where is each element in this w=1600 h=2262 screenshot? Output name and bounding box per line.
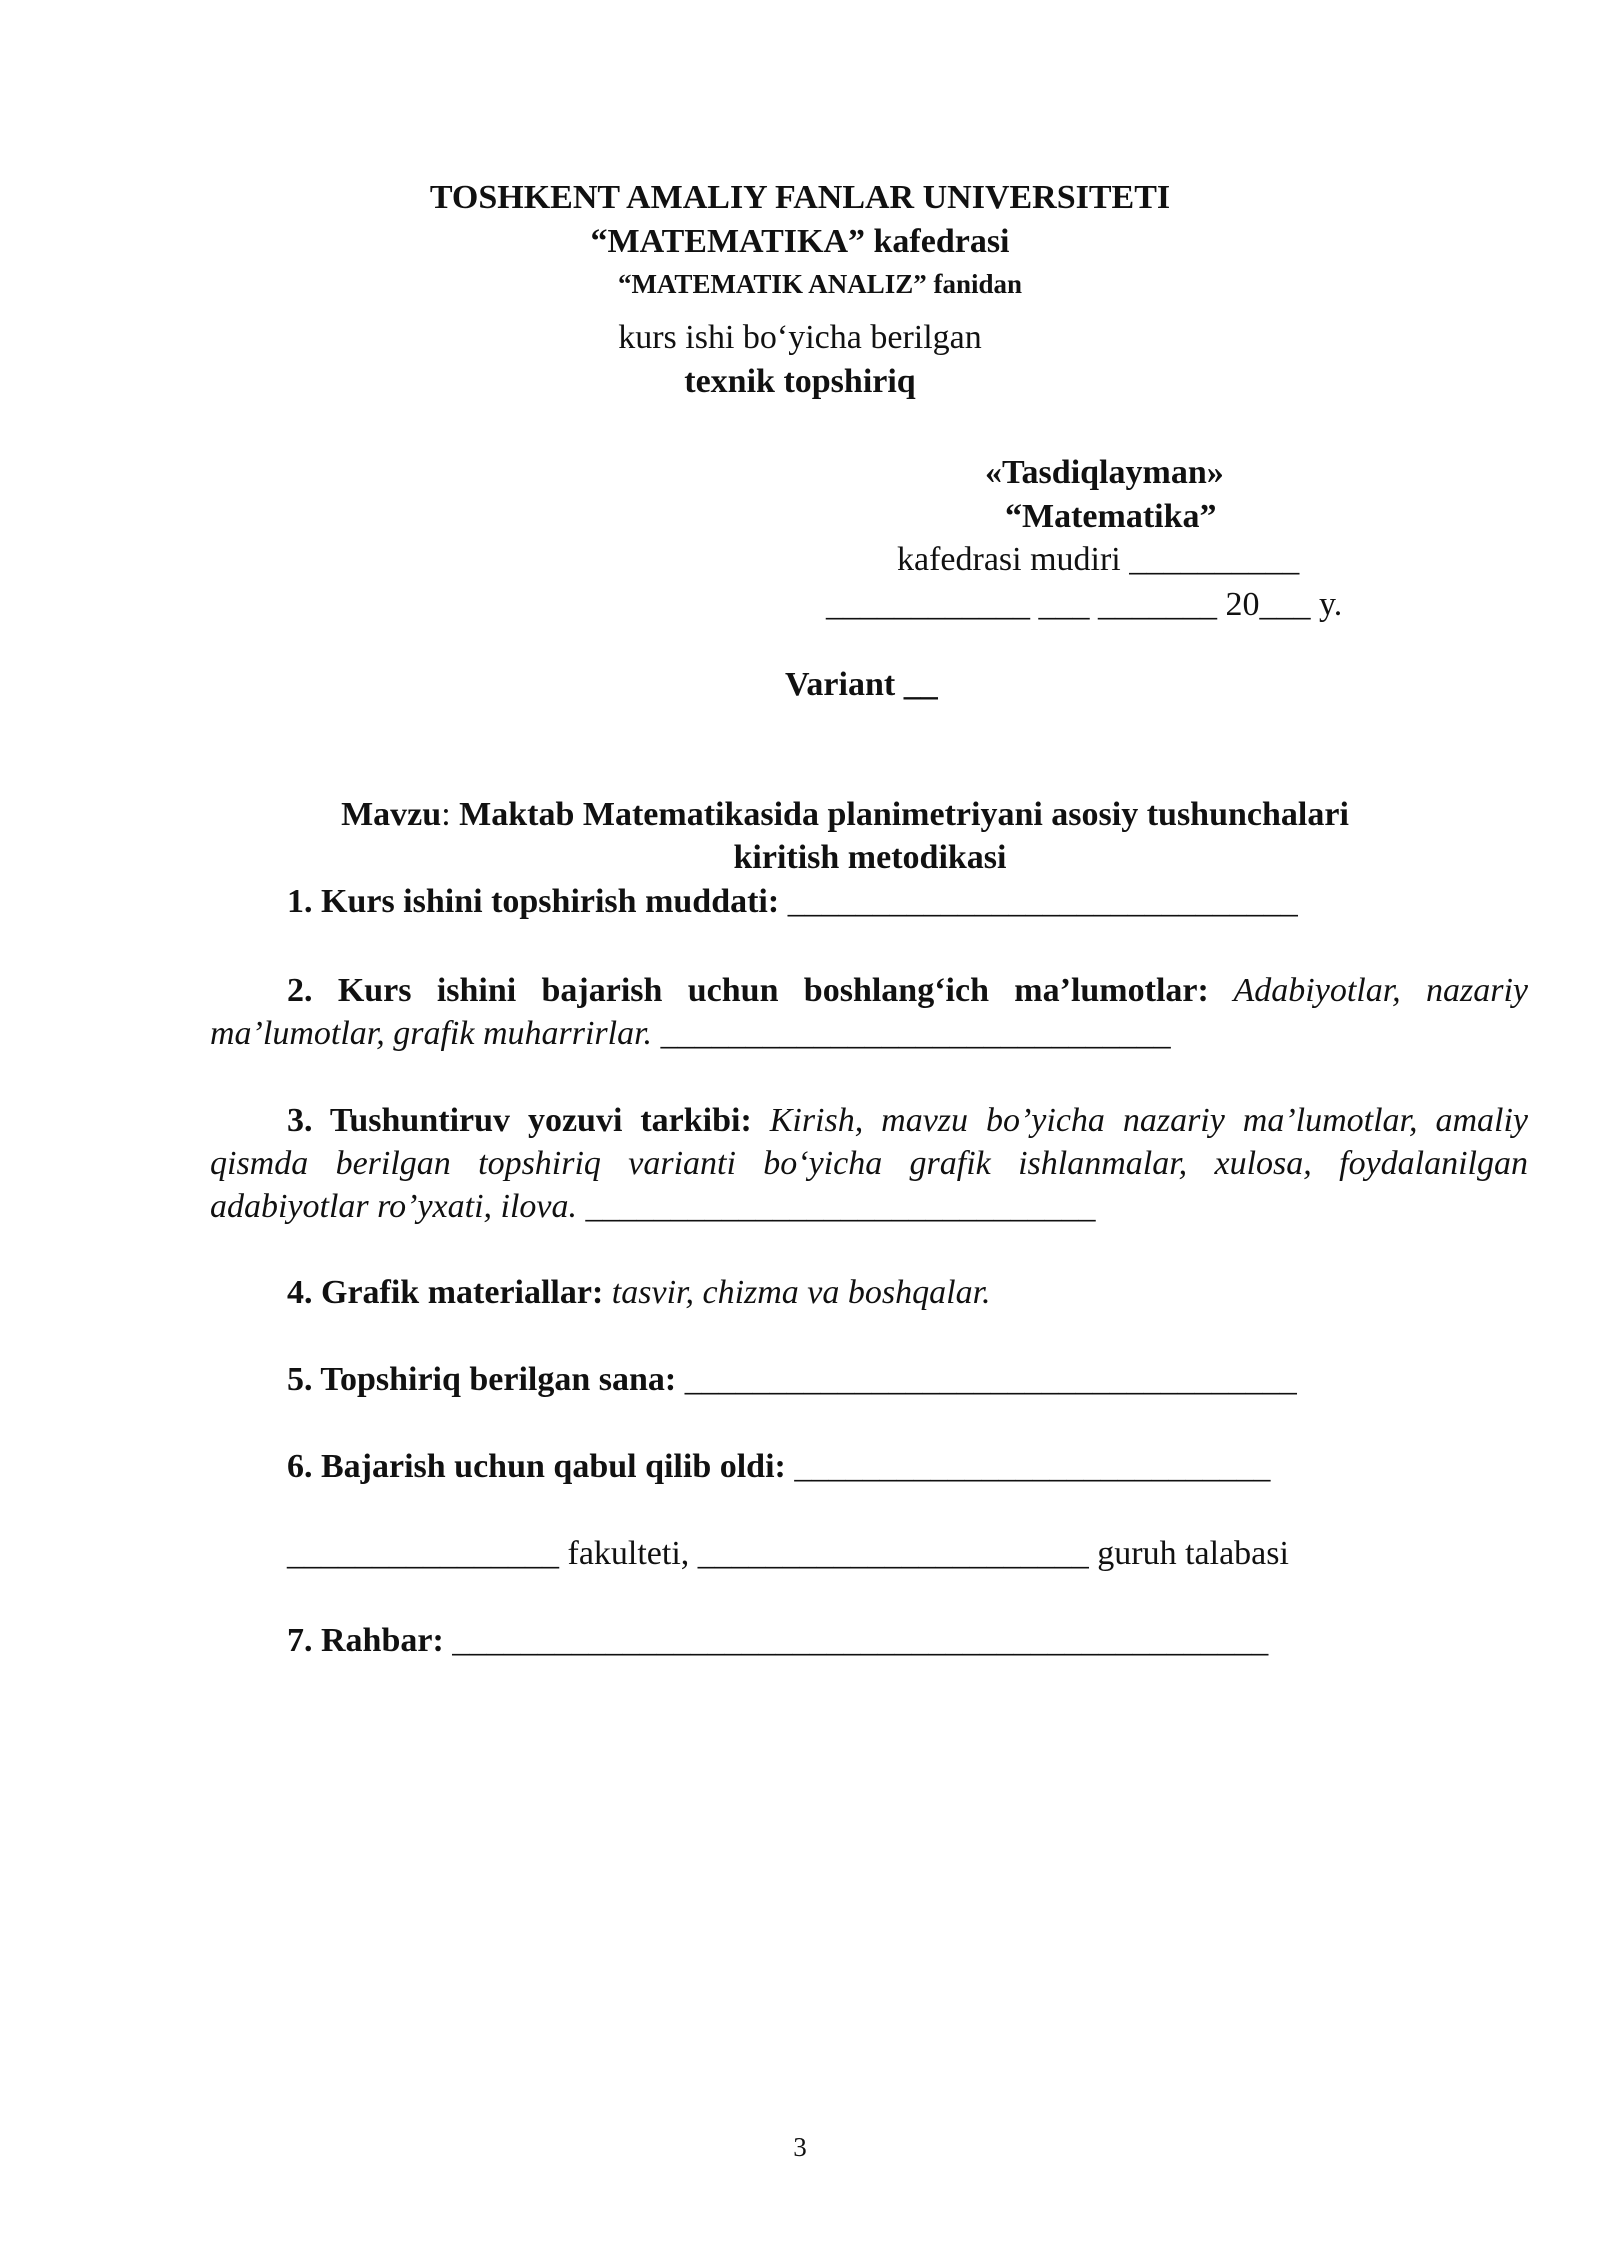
topic-line-2: kiritish metodikasi (733, 839, 1007, 876)
item-6-label: 6. Bajarish uchun qabul qilib oldi: (287, 1448, 786, 1485)
approval-heading: «Tasdiqlayman» (985, 454, 1224, 491)
item-2-blank: ______________________________ (652, 1015, 1171, 1052)
item-4-label: 4. Grafik materiallar: (287, 1274, 604, 1311)
approval-department: “Matematika” (1005, 498, 1217, 535)
page-number: 3 (793, 2132, 807, 2162)
item-2 (210, 969, 1528, 1055)
item-6-blank: ____________________________ (785, 1448, 1271, 1485)
item-5-label: 5. Topshiriq berilgan sana: (287, 1361, 677, 1398)
topic-text-1: Maktab Matematikasida planimetriyani asosiy tushunchalari (450, 796, 1349, 833)
document-title: texnik topshiriq (684, 363, 916, 400)
item-4-text: tasvir, chizma va boshqalar. (603, 1274, 991, 1311)
item-1 (287, 882, 1298, 923)
faculty-group-line: ________________ fakulteti, _______________________ guruh talabasi (287, 1535, 1289, 1572)
item-5 (287, 1360, 1297, 1401)
variant-label: Variant __ (785, 666, 938, 703)
item-3-blank: ______________________________ (577, 1188, 1096, 1225)
item-3-text: Kirish, mavzu bo’yicha nazariy ma’lumotlar, amaliy qismda berilgan topshiriq varianti bo‘yicha grafik ishlanmalar, xulosa, foydalanilgan adabiyotlar ro’yxati, ilova. (210, 1102, 1528, 1225)
topic-colon: : (441, 796, 451, 833)
item-1-blank: ______________________________ (779, 883, 1298, 920)
item-6 (287, 1447, 1270, 1488)
item-3 (210, 1099, 1528, 1228)
item-1-label: 1. Kurs ishini topshirish muddati: (287, 883, 780, 920)
item-7 (287, 1621, 1268, 1662)
department-name: “MATEMATIKA” kafedrasi (590, 223, 1010, 260)
item-4 (287, 1273, 991, 1314)
university-name: TOSHKENT AMALIY FANLAR UNIVERSITETI (429, 179, 1171, 216)
topic-line-1 (0, 795, 1600, 836)
kurs-line: kurs ishi bo‘yicha berilgan (618, 319, 982, 356)
topic-label: Mavzu (341, 796, 442, 833)
approval-date-line: ____________ ___ _______ 20___ y. (826, 586, 1343, 623)
subject-name: “MATEMATIK ANALIZ” fanidan (617, 269, 1023, 299)
item-3-label: 3. Tushuntiruv yozuvi tarkibi: (287, 1102, 752, 1139)
item-7-blank: ________________________________________________ (443, 1622, 1269, 1659)
item-2-text: Adabiyotlar, nazariy ma’lumotlar, grafik muharrirlar. (210, 972, 1528, 1052)
item-7-label: 7. Rahbar: (287, 1622, 444, 1659)
item-5-blank: ____________________________________ (676, 1361, 1297, 1398)
approval-head-line: kafedrasi mudiri __________ (897, 541, 1300, 578)
item-2-label: 2. Kurs ishini bajarish uchun boshlang‘ich ma’lumotlar: (287, 972, 1209, 1009)
